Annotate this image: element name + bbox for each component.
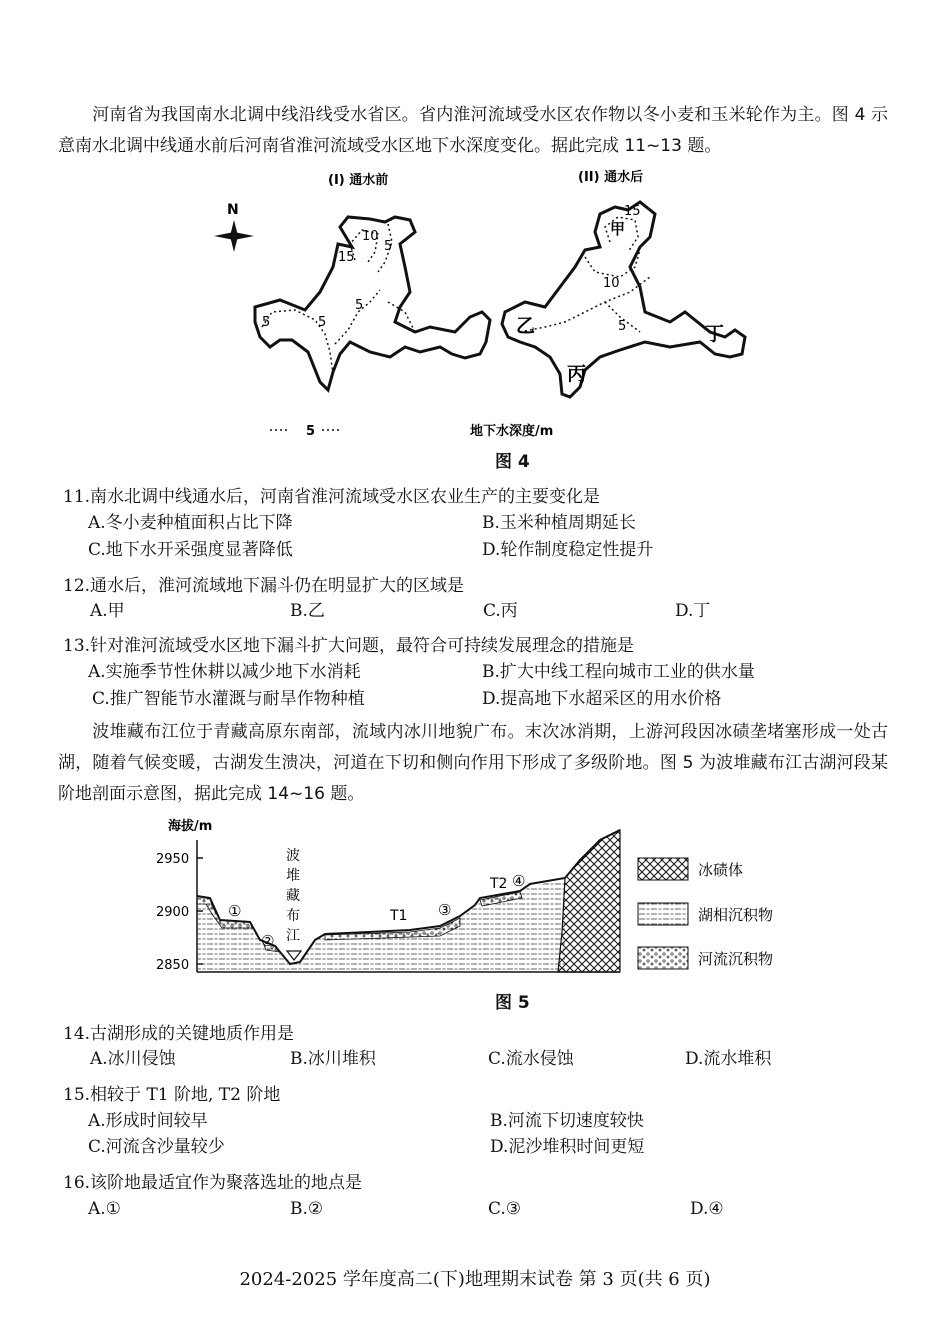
q13-option-b[interactable]: B.扩大中线工程向城市工业的供水量 <box>482 662 755 682</box>
location-yi: 乙 <box>516 315 536 337</box>
q11-option-b[interactable]: B.玉米种植周期延长 <box>482 513 636 533</box>
figure-4-caption: 图 4 <box>495 452 530 472</box>
q14-option-b[interactable]: B.冰川堆积 <box>290 1049 376 1069</box>
fig5-ylabel: 海拔/m <box>168 819 213 834</box>
intro-paragraph-1 <box>58 100 888 162</box>
intro-paragraph-2 <box>58 717 888 810</box>
river-label: 波 <box>286 848 300 864</box>
page-footer: 2024-2025 学年度高二(下)地理期末试卷 第 3 页(共 6 页) <box>239 1269 711 1290</box>
question-11-stem: 11.南水北调中线通水后，河南省淮河流域受水区农业生产的主要变化是 <box>63 487 601 507</box>
q12-option-b[interactable]: B.乙 <box>290 601 325 621</box>
contour-label: 5 <box>618 319 627 334</box>
q11-option-d[interactable]: D.轮作制度稳定性提升 <box>482 540 654 560</box>
contour-label: 10 <box>603 276 620 291</box>
question-16-stem: 16.该阶地最适宜作为聚落选址的地点是 <box>63 1173 363 1193</box>
q13-option-d[interactable]: D.提高地下水超采区的用水价格 <box>482 689 722 709</box>
q11-option-a[interactable]: A.冬小麦种植面积占比下降 <box>88 513 293 533</box>
q14-option-a[interactable]: A.冰川侵蚀 <box>90 1049 176 1069</box>
fig4-title-right: (II) 通水后 <box>578 170 644 185</box>
figure-4 <box>200 162 760 442</box>
river-label: 藏 <box>286 888 300 904</box>
terrace-t2-label: T2 <box>490 876 508 892</box>
q15-option-c[interactable]: C.河流含沙量较少 <box>88 1137 225 1157</box>
site-2: ② <box>261 932 275 950</box>
q16-option-c[interactable]: C.③ <box>488 1199 522 1219</box>
q14-option-c[interactable]: C.流水侵蚀 <box>488 1049 574 1069</box>
svg-text:N: N <box>227 202 239 218</box>
contour-label: 5 <box>262 315 271 330</box>
question-15-stem: 15.相较于 T1 阶地, T2 阶地 <box>63 1085 281 1105</box>
q12-option-a[interactable]: A.甲 <box>90 601 125 621</box>
q15-option-a[interactable]: A.形成时间较早 <box>88 1111 208 1131</box>
q15-option-d[interactable]: D.泥沙堆积时间更短 <box>490 1137 645 1157</box>
question-14-stem: 14.古湖形成的关键地质作用是 <box>63 1024 295 1044</box>
legend-river: 河流沉积物 <box>698 950 774 968</box>
moraine-body <box>558 830 620 972</box>
location-ding: 丁 <box>705 323 725 345</box>
ytick-2850: 2850 <box>156 958 190 973</box>
site-1: ① <box>228 902 242 920</box>
q13-option-c[interactable]: C.推广智能节水灌溉与耐旱作物种植 <box>92 689 365 709</box>
contour-label: 15 <box>338 250 355 265</box>
q15-option-b[interactable]: B.河流下切速度较快 <box>490 1111 644 1131</box>
compass-icon <box>214 202 254 252</box>
river-water-level-icon <box>287 951 301 960</box>
ytick-2900: 2900 <box>156 905 190 920</box>
q12-option-c[interactable]: C.丙 <box>483 601 518 621</box>
intro-2-text: 波堆藏布江位于青藏高原东南部，流域内冰川地貌广布。末次冰消期，上游河段因冰碛垄堵塞形成一处古湖，随着气候变暖，古湖发生溃决，河道在下切和侧向作用下形成了多级阶地。图 5 为波堆藏布江古湖河段某阶地剖面示意图，据此完成 14~16 题。 <box>58 722 888 804</box>
contour-label: 10 <box>362 229 379 244</box>
legend-value: 5 <box>306 424 316 439</box>
q14-option-d[interactable]: D.流水堆积 <box>685 1049 772 1069</box>
ytick-2950: 2950 <box>156 852 190 867</box>
question-12-stem: 12.通水后，淮河流域地下漏斗仍在明显扩大的区域是 <box>63 576 465 596</box>
q13-option-a[interactable]: A.实施季节性休耕以减少地下水消耗 <box>88 662 361 682</box>
river-label: 堆 <box>286 868 300 884</box>
contour-label: 15 <box>624 204 641 219</box>
terrace-t1-label: T1 <box>390 908 408 924</box>
fig4-title-left: (I) 通水前 <box>328 173 389 188</box>
figure-5 <box>150 812 810 987</box>
figure-5-caption: 图 5 <box>495 993 530 1013</box>
site-4: ④ <box>512 872 526 890</box>
intro-1-text: 河南省为我国南水北调中线沿线受水省区。省内淮河流域受水区农作物以冬小麦和玉米轮作为主。图 4 示意南水北调中线通水前后河南省淮河流域受水区地下水深度变化。据此完成 11~13 题。 <box>58 105 888 156</box>
q16-option-a[interactable]: A.① <box>88 1199 121 1219</box>
contour-label: 5 <box>318 315 327 330</box>
q16-option-b[interactable]: B.② <box>290 1199 324 1219</box>
question-13-stem: 13.针对淮河流域受水区地下漏斗扩大问题，最符合可持续发展理念的措施是 <box>63 636 635 656</box>
contour-label: 5 <box>355 298 364 313</box>
location-jia: 甲 <box>610 220 626 238</box>
q16-option-d[interactable]: D.④ <box>690 1199 724 1219</box>
legend-text: 地下水深度/m <box>470 424 554 439</box>
site-3: ③ <box>438 901 452 919</box>
river-label: 江 <box>286 928 300 944</box>
legend-moraine: 冰碛体 <box>698 861 744 879</box>
location-bing: 丙 <box>567 363 587 385</box>
river-label: 布 <box>286 908 300 924</box>
legend-lake: 湖相沉积物 <box>698 906 774 924</box>
q12-option-d[interactable]: D.丁 <box>675 601 711 621</box>
q11-option-c[interactable]: C.地下水开采强度显著降低 <box>88 540 293 560</box>
contour-label: 5 <box>384 239 393 254</box>
